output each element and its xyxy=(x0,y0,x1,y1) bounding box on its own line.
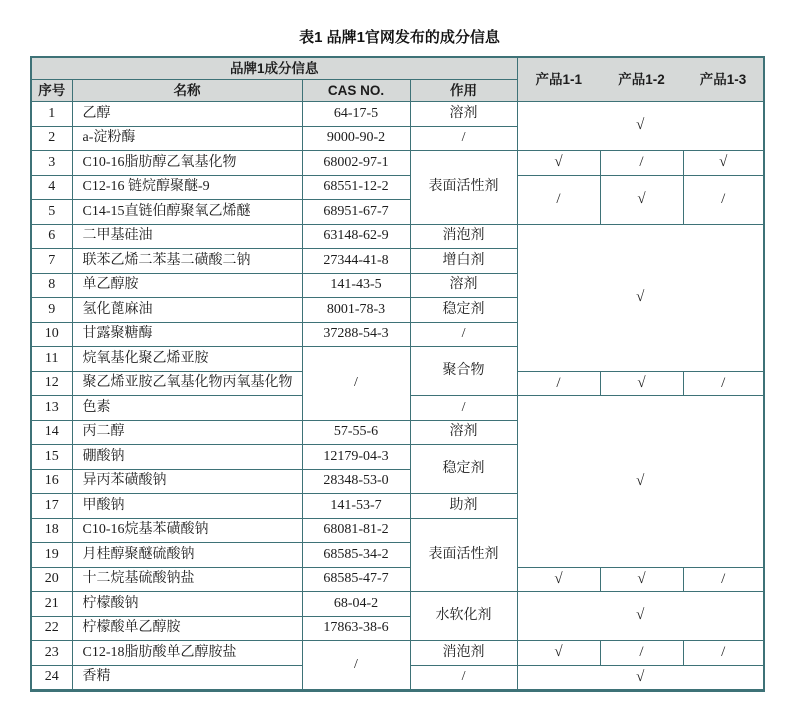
mark-cell: / xyxy=(683,371,764,396)
name-cell: 烷氧基化聚乙烯亚胺 xyxy=(72,347,302,372)
cas-cell: 68585-34-2 xyxy=(302,543,410,568)
name-cell: C14-15直链伯醇聚氧乙烯醚 xyxy=(72,200,302,225)
function-cell: 溶剂 xyxy=(410,102,517,127)
row-no-cell: 17 xyxy=(31,494,72,519)
name-cell: 氢化蓖麻油 xyxy=(72,298,302,323)
mark-cell: / xyxy=(683,175,764,224)
col-header-cas: CAS NO. xyxy=(302,80,410,102)
cas-cell: 17863-38-6 xyxy=(302,616,410,641)
name-cell: 二甲基硅油 xyxy=(72,224,302,249)
row-no-cell: 19 xyxy=(31,543,72,568)
mark-cell: √ xyxy=(517,567,600,592)
col-header-product-3: 产品1-3 xyxy=(683,57,764,102)
function-cell: 消泡剂 xyxy=(410,641,517,666)
name-cell: 甲酸钠 xyxy=(72,494,302,519)
cas-cell: / xyxy=(302,641,410,691)
name-cell: 硼酸钠 xyxy=(72,445,302,470)
row-no-cell: 13 xyxy=(31,396,72,421)
ingredients-table xyxy=(30,56,765,692)
name-cell: C10-16烷基苯磺酸钠 xyxy=(72,518,302,543)
cas-cell: 68951-67-7 xyxy=(302,200,410,225)
name-cell: 色素 xyxy=(72,396,302,421)
function-cell: / xyxy=(410,665,517,691)
name-cell: 柠檬酸单乙醇胺 xyxy=(72,616,302,641)
row-no-cell: 12 xyxy=(31,371,72,396)
mark-cell: √ xyxy=(517,224,764,371)
cas-cell: 141-43-5 xyxy=(302,273,410,298)
name-cell: 柠檬酸钠 xyxy=(72,592,302,617)
name-cell: 十二烷基硫酸钠盐 xyxy=(72,567,302,592)
function-cell: / xyxy=(410,322,517,347)
row-no-cell: 20 xyxy=(31,567,72,592)
function-cell: 稳定剂 xyxy=(410,445,517,494)
function-cell: 表面活性剂 xyxy=(410,151,517,225)
name-cell: 甘露聚糖酶 xyxy=(72,322,302,347)
col-header-product-2: 产品1-2 xyxy=(600,57,683,102)
mark-cell: √ xyxy=(600,371,683,396)
row-no-cell: 11 xyxy=(31,347,72,372)
cas-cell: 68081-81-2 xyxy=(302,518,410,543)
cas-cell: 57-55-6 xyxy=(302,420,410,445)
row-no-cell: 22 xyxy=(31,616,72,641)
mark-cell: √ xyxy=(517,641,600,666)
table-row xyxy=(31,641,764,666)
function-cell: / xyxy=(410,126,517,151)
mark-cell: / xyxy=(683,567,764,592)
row-no-cell: 1 xyxy=(31,102,72,127)
mark-cell: √ xyxy=(517,102,764,151)
cas-cell: 64-17-5 xyxy=(302,102,410,127)
mark-cell: √ xyxy=(517,665,764,691)
mark-cell: / xyxy=(600,151,683,176)
row-no-cell: 8 xyxy=(31,273,72,298)
row-no-cell: 24 xyxy=(31,665,72,691)
row-no-cell: 10 xyxy=(31,322,72,347)
table-row xyxy=(31,175,764,200)
row-no-cell: 2 xyxy=(31,126,72,151)
col-header-function: 作用 xyxy=(410,80,517,102)
table-title: 表1 品牌1官网发布的成分信息 xyxy=(299,29,500,46)
row-no-cell: 4 xyxy=(31,175,72,200)
mark-cell: √ xyxy=(600,567,683,592)
function-cell: 助剂 xyxy=(410,494,517,519)
cas-cell: 68585-47-7 xyxy=(302,567,410,592)
name-cell: C12-18脂肪酸单乙醇胺盐 xyxy=(72,641,302,666)
cas-cell: 68002-97-1 xyxy=(302,151,410,176)
name-cell: 聚乙烯亚胺乙氧基化物丙氧基化物 xyxy=(72,371,302,396)
mark-cell: √ xyxy=(517,592,764,641)
group-header: 品牌1成分信息 xyxy=(31,57,517,80)
cas-cell: 8001-78-3 xyxy=(302,298,410,323)
row-no-cell: 16 xyxy=(31,469,72,494)
row-no-cell: 3 xyxy=(31,151,72,176)
col-header-name: 名称 xyxy=(72,80,302,102)
name-cell: a-淀粉酶 xyxy=(72,126,302,151)
name-cell: 异丙苯磺酸钠 xyxy=(72,469,302,494)
cas-cell: 27344-41-8 xyxy=(302,249,410,274)
mark-cell: √ xyxy=(517,396,764,568)
function-cell: 溶剂 xyxy=(410,273,517,298)
row-no-cell: 15 xyxy=(31,445,72,470)
function-cell: / xyxy=(410,396,517,421)
function-cell: 表面活性剂 xyxy=(410,518,517,592)
name-cell: 单乙醇胺 xyxy=(72,273,302,298)
cas-cell: 28348-53-0 xyxy=(302,469,410,494)
table-row xyxy=(31,102,764,127)
row-no-cell: 7 xyxy=(31,249,72,274)
function-cell: 增白剂 xyxy=(410,249,517,274)
row-no-cell: 9 xyxy=(31,298,72,323)
name-cell: C12-16 链烷醇聚醚-9 xyxy=(72,175,302,200)
mark-cell: / xyxy=(600,641,683,666)
name-cell: 联苯乙烯二苯基二磺酸二钠 xyxy=(72,249,302,274)
cas-cell: 68-04-2 xyxy=(302,592,410,617)
mark-cell: √ xyxy=(517,151,600,176)
row-no-cell: 23 xyxy=(31,641,72,666)
cas-cell: 9000-90-2 xyxy=(302,126,410,151)
name-cell: 月桂醇聚醚硫酸钠 xyxy=(72,543,302,568)
name-cell: 香精 xyxy=(72,665,302,691)
cas-cell: 37288-54-3 xyxy=(302,322,410,347)
table-row xyxy=(31,592,764,617)
col-header-product-1: 产品1-1 xyxy=(517,57,600,102)
mark-cell: / xyxy=(517,371,600,396)
table-row xyxy=(31,224,764,249)
name-cell: C10-16脂肪醇乙氧基化物 xyxy=(72,151,302,176)
mark-cell: √ xyxy=(683,151,764,176)
cas-cell: 141-53-7 xyxy=(302,494,410,519)
mark-cell: √ xyxy=(600,175,683,224)
row-no-cell: 6 xyxy=(31,224,72,249)
cas-cell: 68551-12-2 xyxy=(302,175,410,200)
table-row xyxy=(31,567,764,592)
name-cell: 乙醇 xyxy=(72,102,302,127)
row-no-cell: 14 xyxy=(31,420,72,445)
cas-cell: / xyxy=(302,347,410,421)
table-row xyxy=(31,151,764,176)
function-cell: 聚合物 xyxy=(410,347,517,396)
col-header-no: 序号 xyxy=(31,80,72,102)
name-cell: 丙二醇 xyxy=(72,420,302,445)
row-no-cell: 21 xyxy=(31,592,72,617)
row-no-cell: 18 xyxy=(31,518,72,543)
function-cell: 稳定剂 xyxy=(410,298,517,323)
function-cell: 溶剂 xyxy=(410,420,517,445)
mark-cell: / xyxy=(517,175,600,224)
row-no-cell: 5 xyxy=(31,200,72,225)
function-cell: 消泡剂 xyxy=(410,224,517,249)
cas-cell: 12179-04-3 xyxy=(302,445,410,470)
cas-cell: 63148-62-9 xyxy=(302,224,410,249)
function-cell: 水软化剂 xyxy=(410,592,517,641)
mark-cell: / xyxy=(683,641,764,666)
